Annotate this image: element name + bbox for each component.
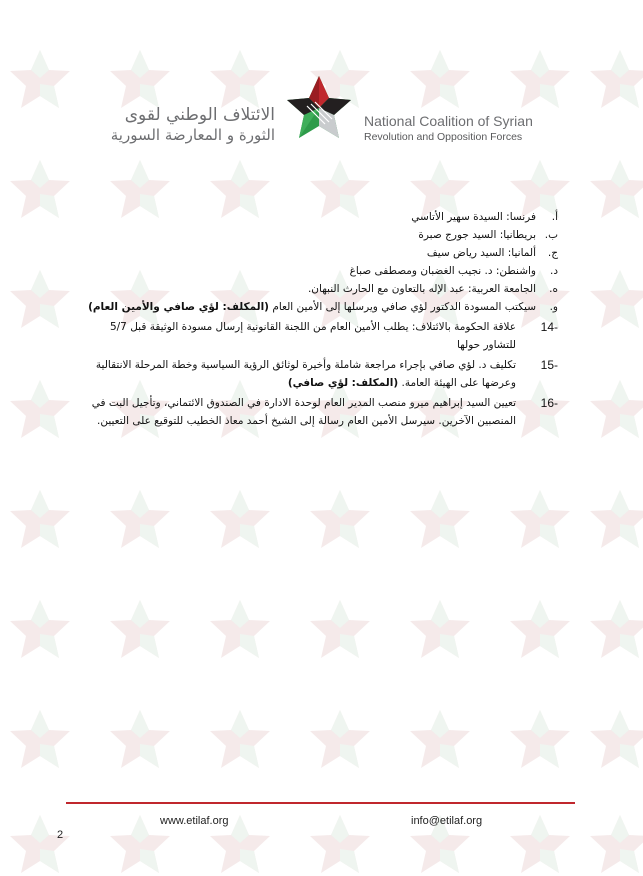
assignee-bold: (المكلف: لؤي صافي والأمين العام) bbox=[88, 301, 269, 313]
list-item bbox=[88, 226, 558, 244]
list-text: بريطانيا: السيد جورج صبرة bbox=[418, 229, 536, 241]
list-text bbox=[88, 298, 536, 316]
list-text-plain: سيكتب المسودة الدكتور لؤي صافي ويرسلها إلى الأمين العام bbox=[272, 301, 536, 313]
item-text: علاقة الحكومة بالائتلاف: يطلب الأمين العام من اللجنة القانونية إرسال مسودة الوثيقة قبل 5/7 للتشاور حولها bbox=[109, 321, 516, 351]
item-number: 14- bbox=[540, 320, 558, 334]
arabic-title-line1: الائتلاف الوطني لقوى bbox=[124, 105, 275, 125]
list-marker: ه. bbox=[549, 283, 558, 295]
list-text: واشنطن: د. نجيب الغضبان ومصطفى صباغ bbox=[349, 265, 536, 277]
english-organization-title bbox=[364, 112, 533, 144]
list-text: فرنسا: السيدة سهير الأتاسي bbox=[411, 211, 536, 223]
list-marker: و. bbox=[549, 301, 558, 313]
numbered-item-15 bbox=[88, 356, 558, 392]
item-text bbox=[88, 356, 516, 392]
arabic-organization-title bbox=[111, 105, 275, 145]
document-body bbox=[88, 208, 558, 430]
list-item bbox=[88, 298, 558, 316]
footer-website-link[interactable]: www.etilaf.org bbox=[160, 815, 229, 827]
footer-divider bbox=[66, 802, 575, 804]
item-number: 16- bbox=[540, 396, 558, 410]
footer-email-link[interactable]: info@etilaf.org bbox=[411, 815, 483, 827]
english-title-line1: National Coalition of Syrian bbox=[364, 113, 533, 129]
page-number: 2 bbox=[57, 829, 64, 841]
list-item bbox=[88, 208, 558, 226]
list-item bbox=[88, 244, 558, 262]
list-marker: أ. bbox=[551, 211, 558, 223]
numbered-item-16 bbox=[88, 394, 558, 430]
assignee-bold: (المكلف: لؤي صافي) bbox=[287, 377, 399, 389]
list-text: ألمانيا: السيد رياض سيف bbox=[426, 247, 536, 259]
item-text-plain: تكليف د. لؤي صافي بإجراء مراجعة شاملة وأخيرة لوثائق الرؤية السياسية وخطة المرحلة الانتقالية وعرضها على الهيئة العامة. bbox=[95, 359, 516, 389]
arabic-title-line2: الثورة و المعارضة السورية bbox=[110, 126, 275, 144]
list-item bbox=[88, 280, 558, 298]
list-text: الجامعة العربية: عبد الإله بالتعاون مع الحارث النبهان. bbox=[307, 283, 536, 295]
list-item bbox=[88, 262, 558, 280]
item-number: 15- bbox=[540, 358, 558, 372]
list-marker: ب. bbox=[544, 229, 558, 241]
list-marker: ج. bbox=[547, 247, 558, 259]
list-marker: د. bbox=[549, 265, 558, 277]
numbered-item-14 bbox=[88, 318, 558, 354]
item-text: تعيين السيد إبراهيم ميرو منصب المدير العام لوحدة الادارة في الصندوق الائتماني، وتأجيل البت في المنصبين الآخرين. سيرسل الأمين العام رسالة إلى الشيخ أحمد معاذ الخطيب للتوقيع على التعيين. bbox=[91, 397, 516, 427]
coalition-star-logo bbox=[285, 74, 353, 146]
english-title-line2: Revolution and Opposition Forces bbox=[364, 131, 523, 143]
